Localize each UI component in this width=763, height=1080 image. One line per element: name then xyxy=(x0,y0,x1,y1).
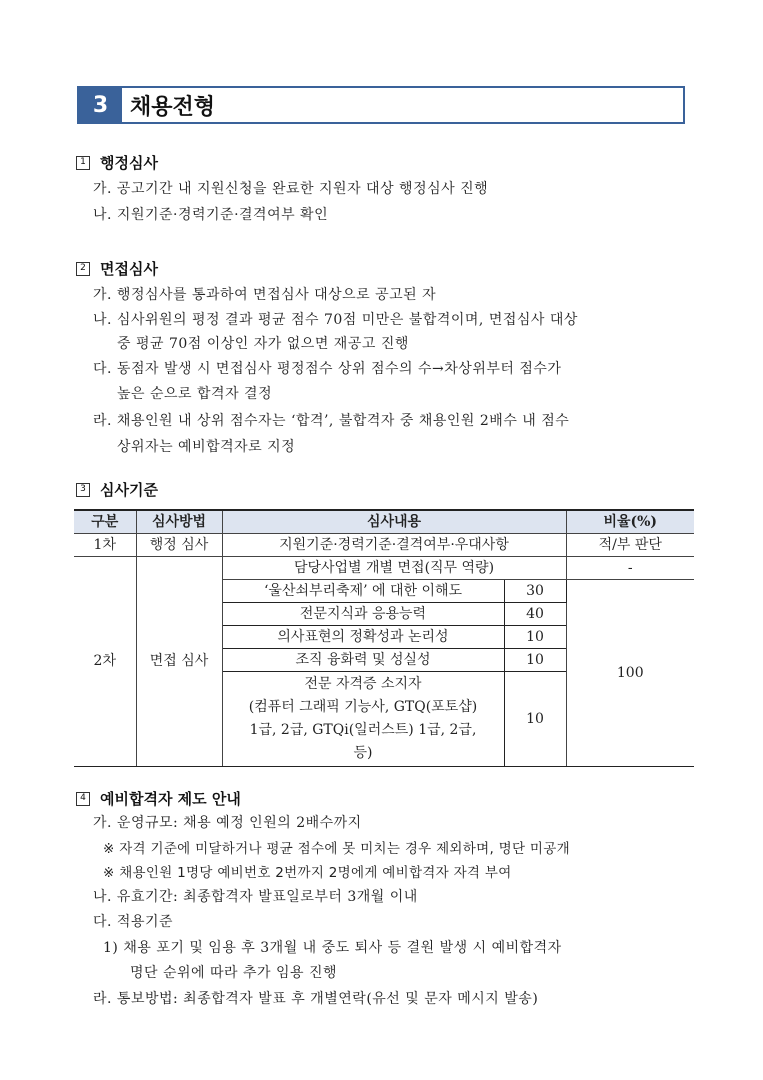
criteria-score: 10 xyxy=(504,672,566,767)
text-line: 라. 통보방법: 최종합격자 발표 후 개별연락(유선 및 문자 메시지 발송) xyxy=(93,991,539,1007)
text-line: 높은 순으로 합격자 결정 xyxy=(117,386,273,402)
text-line: 나. 유효기간: 최종합격자 발표일로부터 3개월 이내 xyxy=(93,889,418,905)
table-row xyxy=(74,557,694,580)
table-row xyxy=(74,534,694,557)
text-line: 가. 공고기간 내 지원신청을 완료한 지원자 대상 행정심사 진행 xyxy=(93,181,489,197)
cert-line: 전문 자격증 소지자 xyxy=(304,676,422,692)
criteria-item: 의사표현의 정확성과 논리성 xyxy=(222,626,504,649)
section-heading-admin-review xyxy=(76,152,158,173)
criteria-score: 30 xyxy=(504,580,566,603)
criteria-score: 40 xyxy=(504,603,566,626)
section-title: 예비합격자 제도 안내 xyxy=(100,790,241,808)
section-heading-reserve xyxy=(76,788,241,809)
text-line: 라. 채용인원 내 상위 점수자는 ‘합격’, 불합격자 중 채용인원 2배수 내 점수 xyxy=(93,413,570,429)
text-line: 나. 지원기준·경력기준·결격여부 확인 xyxy=(93,207,329,223)
note-line: ※ 자격 기준에 미달하거나 평균 점수에 못 미치는 경우 제외하며, 명단 미공개 xyxy=(103,841,570,857)
text-line: 다. 적용기준 xyxy=(93,914,174,930)
criteria-item: ‘울산쇠부리축제’ 에 대한 이해도 xyxy=(222,580,504,603)
text-line: 중 평균 70점 이상인 자가 없으면 재공고 진행 xyxy=(117,336,409,352)
cell-stage: 1차 xyxy=(74,534,136,557)
cell-ratio: - xyxy=(566,557,694,580)
criteria-item: 전문지식과 응용능력 xyxy=(222,603,504,626)
text-line: 다. 동점자 발생 시 면접심사 평정점수 상위 점수의 수→차상위부터 점수가 xyxy=(93,361,562,377)
chapter-number: 3 xyxy=(79,88,122,122)
cert-line: 등) xyxy=(353,745,373,761)
section-number-box: 1 xyxy=(76,156,90,170)
criteria-score: 10 xyxy=(504,649,566,672)
text-line: 가. 운영규모: 채용 예정 인원의 2배수까지 xyxy=(93,815,362,831)
section-heading-interview xyxy=(76,258,158,279)
cert-line: (컴퓨터 그래픽 기능사, GTQ(포토샵) xyxy=(248,699,478,715)
criteria-table xyxy=(74,509,694,767)
header-stage: 구분 xyxy=(74,510,136,534)
section-number-box: 2 xyxy=(76,262,90,276)
cell-ratio: 적/부 판단 xyxy=(566,534,694,557)
criteria-item: 조직 융화력 및 성실성 xyxy=(222,649,504,672)
chapter-title: 채용전형 xyxy=(130,94,216,120)
note-line: ※ 채용인원 1명당 예비번호 2번까지 2명에게 예비합격자 자격 부여 xyxy=(103,865,512,881)
cell-content: 지원기준·경력기준·결격여부·우대사항 xyxy=(222,534,566,557)
cell-method: 면접 심사 xyxy=(136,557,222,767)
text-line: 1) 채용 포기 및 임용 후 3개월 내 중도 퇴사 등 결원 발생 시 예비합격자 xyxy=(103,940,562,956)
header-ratio: 비율(%) xyxy=(566,510,694,534)
section-title: 심사기준 xyxy=(100,481,158,499)
section-number-box: 4 xyxy=(76,792,90,806)
section-title: 면접심사 xyxy=(100,260,158,278)
text-line: 가. 행정심사를 통과하여 면접심사 대상으로 공고된 자 xyxy=(93,287,437,303)
text-line: 나. 심사위원의 평정 결과 평균 점수 70점 미만은 불합격이며, 면접심사 대상 xyxy=(93,312,578,328)
text-line: 상위자는 예비합격자로 지정 xyxy=(117,439,296,455)
cell-method: 행정 심사 xyxy=(136,534,222,557)
chapter-title-bar xyxy=(77,86,685,124)
cell-content: 담당사업별 개별 면접(직무 역량) xyxy=(222,557,566,580)
header-content: 심사내용 xyxy=(222,510,566,534)
cert-line: 1급, 2급, GTQi(일러스트) 1급, 2급, xyxy=(249,722,477,738)
cell-stage: 2차 xyxy=(74,557,136,767)
criteria-score: 10 xyxy=(504,626,566,649)
section-number-box: 3 xyxy=(76,483,90,497)
section-heading-criteria xyxy=(76,479,158,500)
criteria-item-certificate xyxy=(222,672,504,767)
table-header-row xyxy=(74,510,694,534)
text-line: 명단 순위에 따라 추가 임용 진행 xyxy=(130,965,338,981)
section-title: 행정심사 xyxy=(100,154,158,172)
header-method: 심사방법 xyxy=(136,510,222,534)
cell-ratio-total: 100 xyxy=(566,580,694,767)
